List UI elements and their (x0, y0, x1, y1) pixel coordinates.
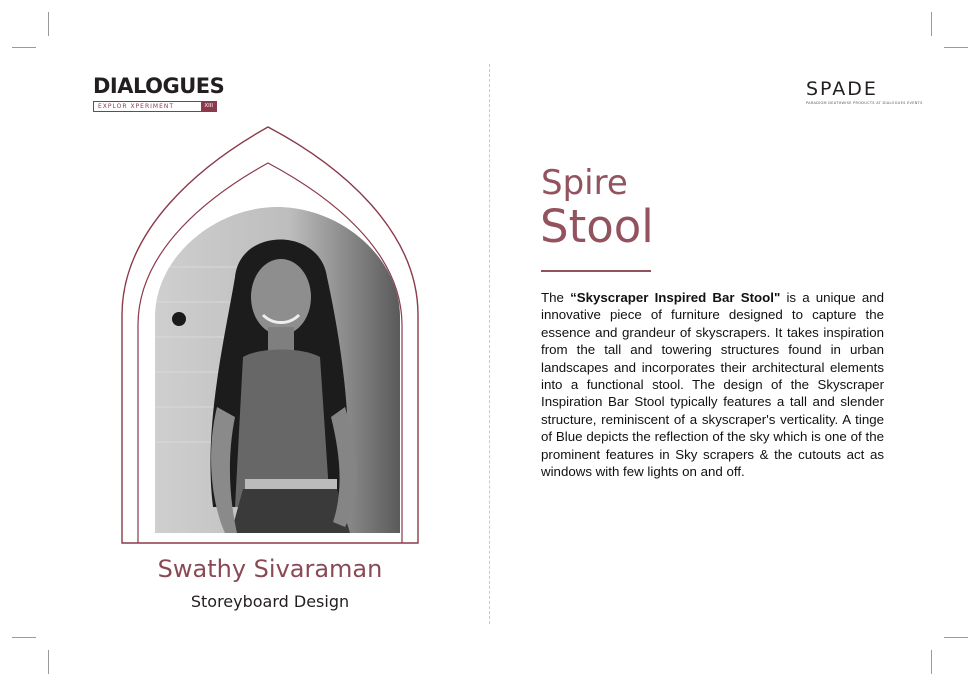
description-highlight: “Skyscraper Inspired Bar Stool" (570, 290, 781, 305)
crop-mark-bottom-right-v (931, 650, 932, 674)
dialogues-logo-edition: XIII (201, 102, 216, 111)
designer-portrait (155, 207, 400, 533)
spade-logo-subtext: PARADIGM DEATHWISE PRODUCTS AT DIALOGUES EVENTS (806, 101, 923, 105)
crop-mark-top-right-v (931, 12, 932, 36)
crop-mark-bottom-left-h (12, 637, 36, 638)
dialogues-logo-tagline: EXPLOR XPERIMENT (98, 103, 175, 110)
crop-mark-bottom-right-h (944, 637, 968, 638)
title-divider (541, 270, 651, 272)
dialogues-logo-tag (93, 101, 217, 112)
center-fold-line (489, 64, 490, 624)
product-title-line2: Stool (540, 200, 654, 253)
designer-name: Swathy Sivaraman (157, 555, 383, 583)
spade-logo (806, 78, 923, 108)
crop-mark-top-left-v (48, 12, 49, 36)
dialogues-logo-word: DIALOGUES (93, 74, 225, 98)
crop-mark-bottom-left-v (48, 650, 49, 674)
dialogues-logo (93, 74, 225, 114)
description-intro: The (541, 290, 571, 305)
crop-mark-top-right-h (944, 47, 968, 48)
spade-logo-word: SPADE (806, 78, 878, 100)
product-description (541, 289, 884, 480)
crop-mark-top-left-h (12, 47, 36, 48)
product-title-line1: Spire (541, 163, 628, 203)
description-body: is a unique and innovative piece of furniture designed to capture the essence and grandeur of skyscrapers. It takes inspiration from the tall and towering structures found in urban landscapes and incorporates their architectural elements into a functional stool. The design of the Skyscraper Inspiration Bar Stool typically features a tall and slender structure, reminiscent of a skyscraper's verticality. A tinge of Blue depicts the reflection of the sky which is one of the prominent features in Sky scrapers & the cutouts act as windows with few lights on and off. (541, 290, 884, 480)
designer-role: Storeyboard Design (190, 592, 350, 611)
